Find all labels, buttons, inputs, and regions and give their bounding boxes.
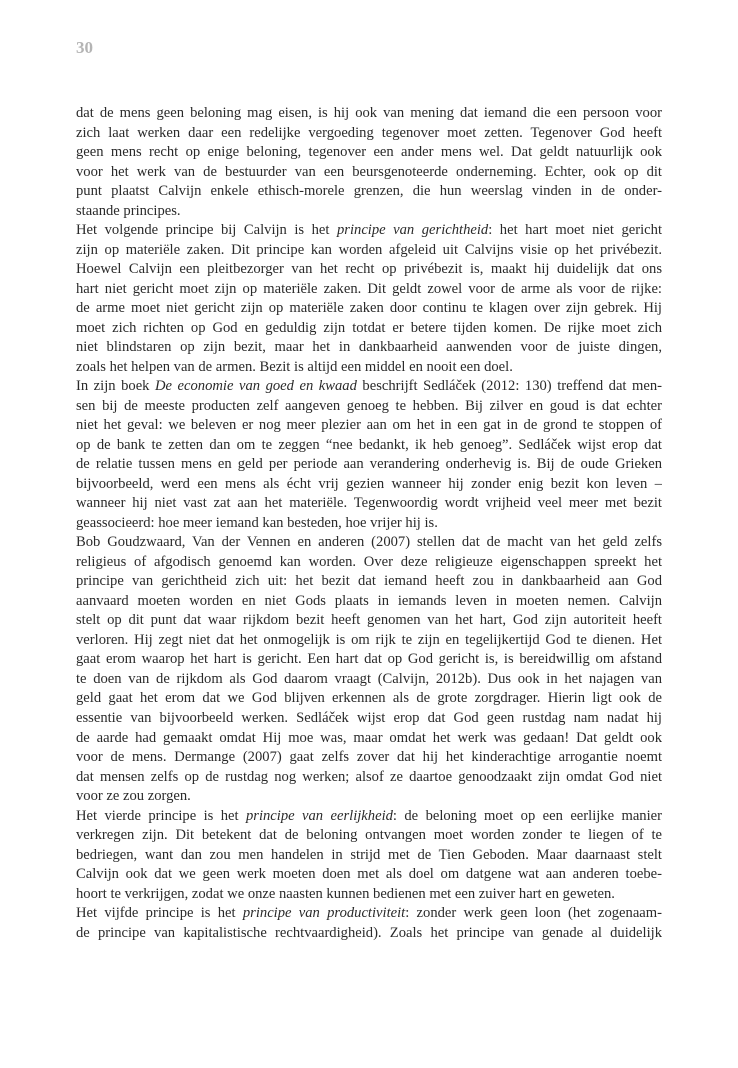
text-line: te doen van de rijkdom als God daarom vraagt (Calvijn, 2012b). Dus ook in het najagen van — [76, 670, 662, 687]
text-line: Calvijn ook dat we geen werk moeten doen met als doel om datgene wat aan anderen toebe- — [76, 866, 662, 883]
italic-term: principe van eerlijkheid — [245, 807, 393, 824]
text-segment: : zonder werk geen loon (het zogenaam- — [405, 905, 662, 922]
text-line: sen bij de meeste producten zelf aangeven genoeg te hebben. Bij zilver en goud is dat echter — [76, 397, 662, 414]
text-line: niet blindstaren op zijn bezit, maar het in dankbaarheid aanwenden voor de juiste dingen, — [76, 339, 662, 356]
text-segment: Het vierde principe is het — [76, 807, 246, 824]
text-line: Hoewel Calvijn een pleitbezorger van het recht op privébezit is, maakt hij duidelijk dat ons — [76, 261, 662, 278]
text-line: zoals het helpen van de armen. Bezit is altijd een middel en nooit een doel. — [76, 358, 513, 375]
text-line: dat de mens geen beloning mag eisen, is hij ook van mening dat iemand die een persoon voor — [76, 105, 662, 121]
text-line: staande principes. — [76, 202, 181, 219]
text-line: de aarde had gemaakt omdat Hij moe was, maar omdat het werk was gedaan! Dat geldt ook — [76, 729, 662, 746]
text-line: wanneer hij niet vast zat aan het materiële. Tegenwoordig wordt vrijheid veel meer met bezit — [76, 495, 662, 512]
text-segment: Het volgende principe bij Calvijn is het — [76, 222, 337, 239]
text-line: bijvoorbeeld, werd een mens als écht vrij gezien wanneer hij zonder enig bezit kon leven – — [76, 475, 662, 492]
text-line: niet het geval: we beleven er nog meer plezier aan om het in een gat in de grond te stoppen of — [76, 417, 662, 434]
text-line: moet zich richten op God en geduldig zijn totdat er betere tijden komen. De rijke moet zich — [76, 319, 662, 336]
text-line: hoort te verkrijgen, zodat we onze naasten kunnen bedienen met een zuiver hart en geweten. — [76, 885, 615, 902]
text-line: voor de mens. Dermange (2007) gaat zelfs zover dat hij het kinderachtige arrogantie noemt — [76, 749, 662, 766]
text-line: voor het werk van de bestuurder van een beursgenoteerde onderneming. Echter, ook op dit — [76, 163, 662, 180]
text-line: dat mensen zelfs op de rustdag nog werken; alsof ze daartoe genoodzaakt zijn omdat God niet — [76, 768, 662, 785]
page-number: 30 — [76, 38, 93, 57]
text-line: voor ze zou zorgen. — [76, 788, 191, 805]
text-segment: Het vijfde principe is het — [76, 905, 243, 922]
italic-term: principe van gerichtheid — [337, 222, 489, 239]
text-line: gaat erom waarop het hart is gericht. Een hart dat op God gericht is, is bereidwillig om afstand — [76, 651, 662, 668]
text-line — [76, 807, 662, 827]
body-text — [76, 104, 662, 943]
text-line: geen mens recht op enige beloning, tegenover een ander mens wel. Dat geldt natuurlijk ook — [76, 144, 662, 161]
text-line — [76, 377, 662, 397]
text-line: geassocieerd: hoe meer iemand kan besteden, hoe vrijer hij is. — [76, 514, 438, 531]
text-line: verkregen zijn. Dit betekent dat de beloning ontvangen moet worden zonder te liegen of te — [76, 827, 662, 844]
text-line: aanvaard moeten worden en niet Gods plaats in iemands leven in moeten nemen. Calvijn — [76, 592, 662, 609]
italic-term: principe van productiviteit — [242, 905, 406, 922]
italic-term: De economie van goed en kwaad — [155, 378, 357, 395]
text-line — [76, 221, 662, 241]
text-segment: : het hart moet niet gericht — [488, 222, 662, 239]
text-line: de arme moet niet gericht zijn op materiële zaken door continu te klagen over zijn gebrek. Hij — [76, 300, 662, 317]
text-segment: In zijn boek — [76, 378, 155, 395]
text-line: Bob Goudzwaard, Van der Vennen en anderen (2007) stellen dat de macht van het geld zelfs — [76, 534, 662, 551]
text-segment: beschrijft Sedláček (2012: 130) treffend dat men- — [356, 378, 662, 395]
text-line: essentie van bijvoorbeeld werken. Sedláček wijst erop dat God geen rustdag nam nadat hij — [76, 709, 662, 726]
text-line: principe van gerichtheid zich uit: het bezit dat iemand heeft zou in dankbaarheid aan God — [76, 573, 662, 590]
text-line: bedriegen, want dan zou men handelen in strijd met de Tien Geboden. Maar daarnaast stelt — [76, 846, 662, 863]
text-line: de relatie tussen mens en geld per periode aan verandering onderhevig is. Bij de oude Grieken — [76, 456, 662, 473]
text-segment: : de beloning moet op een eerlijke manier — [392, 807, 662, 824]
text-line: op de bank te zetten dan om te zeggen “nee bedankt, ik heb genoeg”. Sedláček wijst erop dat — [76, 436, 662, 453]
text-line: de principe van kapitalistische rechtvaardigheid). Zoals het principe van genade al duidelijk — [76, 924, 662, 941]
text-line: geld gaat het erom dat we God blijven erkennen als de grote zorgdrager. Hierin ligt ook de — [76, 690, 662, 707]
text-line: zijn op materiële zaken. Dit principe kan worden afgeleid uit Calvijns visie op het privébezit. — [76, 241, 662, 258]
text-line: religieus of afgodisch genoemd kan worden. Over deze religieuze eigenschappen spreekt het — [76, 553, 662, 570]
text-line: punt plaatst Calvijn enkele ethisch-morele grenzen, die hun weerslag vinden in de onder- — [76, 183, 662, 200]
text-line — [76, 904, 662, 924]
text-line: zich laat werken daar een redelijke vergoeding tegenover moet zetten. Tegenover God heeft — [76, 124, 662, 141]
text-line: stelt op dit punt dat waar rijkdom bezit heeft genomen van het hart, God zijn autoriteit heeft — [76, 612, 662, 629]
text-line: hart niet gericht moet zijn op materiële zaken. Dit geldt zowel voor de arme als voor de rijke: — [76, 280, 662, 297]
text-line: verloren. Hij zegt niet dat het onmogelijk is om rijk te zijn en tegelijkertijd God te dienen. Het — [76, 631, 662, 648]
